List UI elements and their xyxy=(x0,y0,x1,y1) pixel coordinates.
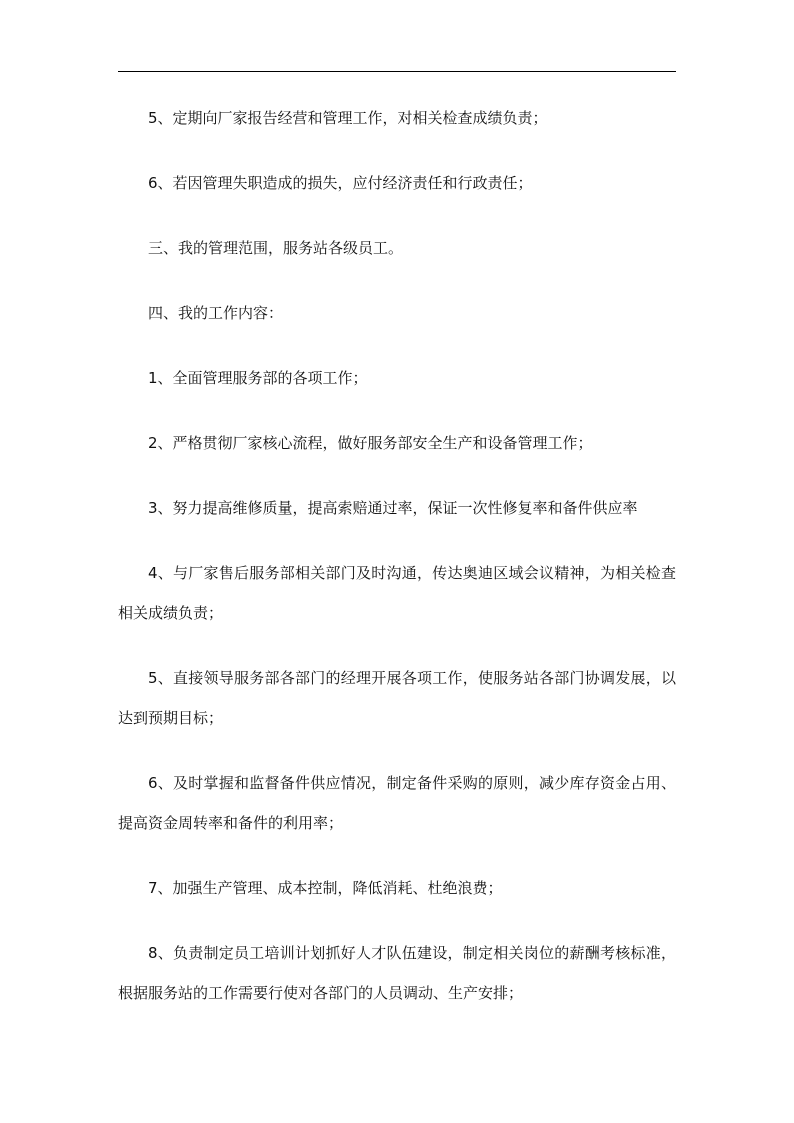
header-divider xyxy=(118,71,676,72)
paragraph-section-4-heading: 四、我的工作内容： xyxy=(148,304,284,322)
paragraph-work-item-6: 6、及时掌握和监督备件供应情况，制定备件采购的原则，减少库存资金占用、提高资金周转率和备件的利用率； xyxy=(118,774,676,832)
paragraph-work-item-4: 4、与厂家售后服务部相关部门及时沟通，传达奥迪区域会议精神，为相关检查相关成绩负责； xyxy=(118,564,676,622)
paragraph-work-item-5: 5、直接领导服务部各部门的经理开展各项工作，使服务站各部门协调发展，以达到预期目标； xyxy=(118,669,676,727)
paragraph-section-3-scope: 三、我的管理范围，服务站各级员工。 xyxy=(148,239,404,257)
paragraph-work-item-8: 8、负责制定员工培训计划抓好人才队伍建设，制定相关岗位的薪酬考核标准，根据服务站的工作需要行使对各部门的人员调动、生产安排； xyxy=(118,944,676,1002)
document-body xyxy=(118,98,676,1038)
paragraph-duty-5: 5、定期向厂家报告经营和管理工作，对相关检查成绩负责； xyxy=(148,109,548,127)
paragraph-work-item-3: 3、努力提高维修质量，提高索赔通过率，保证一次性修复率和备件供应率 xyxy=(148,499,638,517)
paragraph-duty-6: 6、若因管理失职造成的损失，应付经济责任和行政责任； xyxy=(148,174,533,192)
paragraph-work-item-7: 7、加强生产管理、成本控制，降低消耗、杜绝浪费； xyxy=(148,879,503,897)
paragraph-work-item-2: 2、严格贯彻厂家核心流程，做好服务部安全生产和设备管理工作； xyxy=(148,434,593,452)
paragraph-work-item-1: 1、全面管理服务部的各项工作； xyxy=(148,369,368,387)
